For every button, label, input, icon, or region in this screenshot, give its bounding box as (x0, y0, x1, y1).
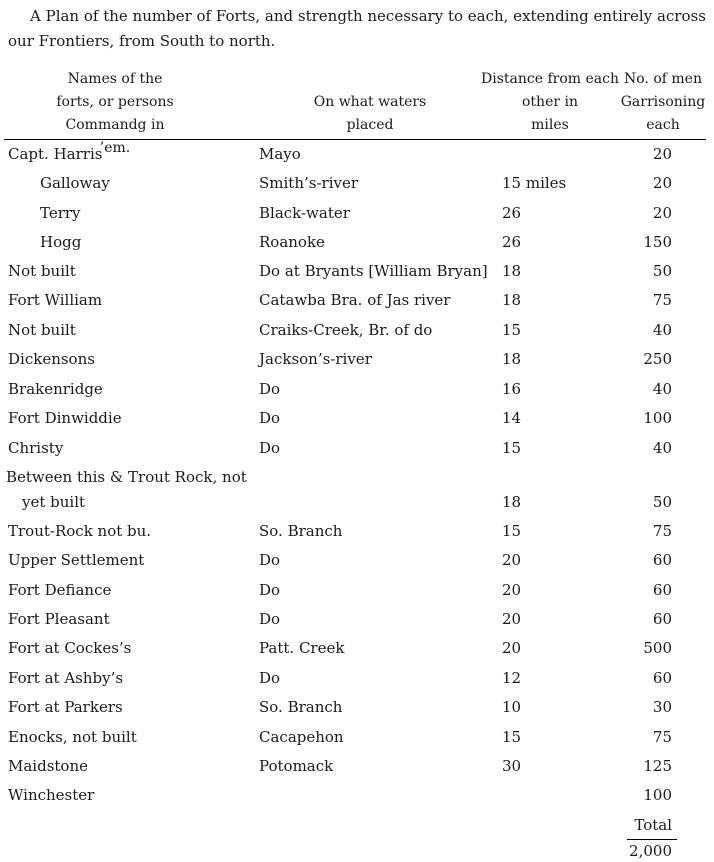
fort-name: Winchester (8, 786, 95, 804)
header-rule (4, 139, 706, 140)
distance-value: 14 (502, 409, 522, 427)
table-row (0, 439, 714, 468)
men-value: 30 (652, 698, 672, 716)
men-value: 250 (643, 350, 672, 368)
fort-name: Fort at Cockes’s (8, 639, 132, 657)
men-value: 20 (652, 145, 672, 163)
fort-name: Fort Dinwiddie (8, 409, 122, 427)
header-waters-line: On what waters (313, 94, 427, 110)
water-name: Do (259, 551, 281, 569)
water-name: So. Branch (259, 698, 343, 716)
distance-value: 20 (502, 610, 522, 628)
header-names-line: Names of the (67, 71, 163, 87)
table-row (0, 233, 714, 262)
fort-name: Hogg (40, 233, 82, 251)
men-value: 20 (652, 174, 672, 192)
fort-name: Not built (8, 262, 76, 280)
fort-name: Fort at Parkers (8, 698, 123, 716)
total-rule (627, 839, 677, 840)
men-value: 50 (652, 493, 672, 511)
fort-name: Not built (8, 321, 76, 339)
water-name: Do (259, 581, 281, 599)
water-name: Potomack (259, 757, 334, 775)
men-value: 60 (652, 581, 672, 599)
men-value: 40 (652, 439, 672, 457)
fort-name: Trout-Rock not bu. (8, 522, 152, 540)
header-waters (295, 91, 445, 137)
water-name: Catawba Bra. of Jas river (259, 291, 451, 309)
water-name: So. Branch (259, 522, 343, 540)
fort-name: Brakenridge (8, 380, 103, 398)
distance-value: 18 (502, 291, 522, 309)
fort-name: Between this & Trout Rock, not (6, 468, 247, 486)
table-row (0, 493, 714, 522)
table-row (0, 522, 714, 551)
table-row (0, 786, 714, 815)
header-men-line: No. of men (624, 71, 702, 87)
table-row (0, 380, 714, 409)
water-name: Do (259, 610, 281, 628)
men-value: 60 (652, 610, 672, 628)
header-men-line: each (646, 117, 680, 133)
fort-name: Fort Defiance (8, 581, 112, 599)
fort-name: Fort William (8, 291, 103, 309)
water-name: Smith’s-river (259, 174, 359, 192)
men-value: 75 (652, 522, 672, 540)
fort-name: yet built (22, 493, 86, 511)
distance-value: 15 miles (502, 174, 567, 192)
fort-name: Capt. Harris (8, 145, 103, 163)
water-name: Do (259, 409, 281, 427)
table-row (0, 204, 714, 233)
header-distance-line: miles (531, 117, 569, 133)
table-row (0, 698, 714, 727)
header-names-line: Commandg in ’em. (65, 117, 165, 156)
table-row (0, 291, 714, 320)
water-name: Craiks-Creek, Br. of do (259, 321, 433, 339)
water-name: Patt. Creek (259, 639, 345, 657)
total-value: 2,000 (629, 842, 672, 860)
water-name: Do at Bryants [William Bryan] (259, 262, 488, 280)
table-row (0, 321, 714, 350)
distance-value: 26 (502, 204, 522, 222)
men-value: 75 (652, 728, 672, 746)
header-men-line: Garrisoning (620, 94, 706, 110)
header-men (618, 68, 708, 137)
water-name: Mayo (259, 145, 301, 163)
table-row (0, 728, 714, 757)
fort-name: Dickensons (8, 350, 95, 368)
water-name: Black-water (259, 204, 350, 222)
fort-name: Fort at Ashby’s (8, 669, 124, 687)
distance-value: 30 (502, 757, 522, 775)
water-name: Do (259, 439, 281, 457)
men-value: 20 (652, 204, 672, 222)
table-row (0, 669, 714, 698)
fort-name: Maidstone (8, 757, 88, 775)
distance-value: 10 (502, 698, 522, 716)
water-name: Cacapehon (259, 728, 344, 746)
total-label: Total (634, 816, 672, 834)
table-row (0, 757, 714, 786)
fort-name: Galloway (40, 174, 110, 192)
table-row (0, 350, 714, 379)
header-distance-line: other in (522, 94, 578, 110)
distance-value: 20 (502, 639, 522, 657)
distance-value: 18 (502, 350, 522, 368)
table-row (0, 639, 714, 668)
men-value: 60 (652, 669, 672, 687)
men-value: 40 (652, 321, 672, 339)
header-names-line: forts, or persons (56, 94, 174, 110)
distance-value: 15 (502, 728, 522, 746)
table-row (0, 610, 714, 639)
water-name: Jackson’s-river (259, 350, 372, 368)
men-value: 500 (643, 639, 672, 657)
table-row (0, 145, 714, 174)
header-distance (478, 68, 622, 137)
distance-value: 16 (502, 380, 522, 398)
distance-value: 15 (502, 321, 522, 339)
distance-value: 18 (502, 493, 522, 511)
table-row (0, 262, 714, 291)
distance-value: 18 (502, 262, 522, 280)
header-distance-line: Distance from each (481, 71, 619, 87)
distance-value: 20 (502, 581, 522, 599)
distance-value: 15 (502, 439, 522, 457)
water-name: Do (259, 380, 281, 398)
men-value: 60 (652, 551, 672, 569)
table-caption: A Plan of the number of Forts, and strength necessary to each, extending entirely across our Frontiers, from South to north. (8, 7, 706, 50)
table-row (0, 581, 714, 610)
men-value: 100 (643, 786, 672, 804)
fort-name: Terry (40, 204, 81, 222)
header-waters-line: placed (346, 117, 394, 133)
distance-value: 26 (502, 233, 522, 251)
distance-value: 15 (502, 522, 522, 540)
fort-name: Upper Settlement (8, 551, 145, 569)
water-name: Roanoke (259, 233, 325, 251)
fort-name: Enocks, not built (8, 728, 137, 746)
table-row (0, 174, 714, 203)
distance-value: 20 (502, 551, 522, 569)
fort-name: Fort Pleasant (8, 610, 110, 628)
men-value: 100 (643, 409, 672, 427)
distance-value: 12 (502, 669, 522, 687)
men-value: 40 (652, 380, 672, 398)
men-value: 125 (643, 757, 672, 775)
men-value: 50 (652, 262, 672, 280)
men-value: 75 (652, 291, 672, 309)
fort-name: Christy (8, 439, 64, 457)
water-name: Do (259, 669, 281, 687)
table-row (0, 551, 714, 580)
table-row (0, 409, 714, 438)
men-value: 150 (643, 233, 672, 251)
